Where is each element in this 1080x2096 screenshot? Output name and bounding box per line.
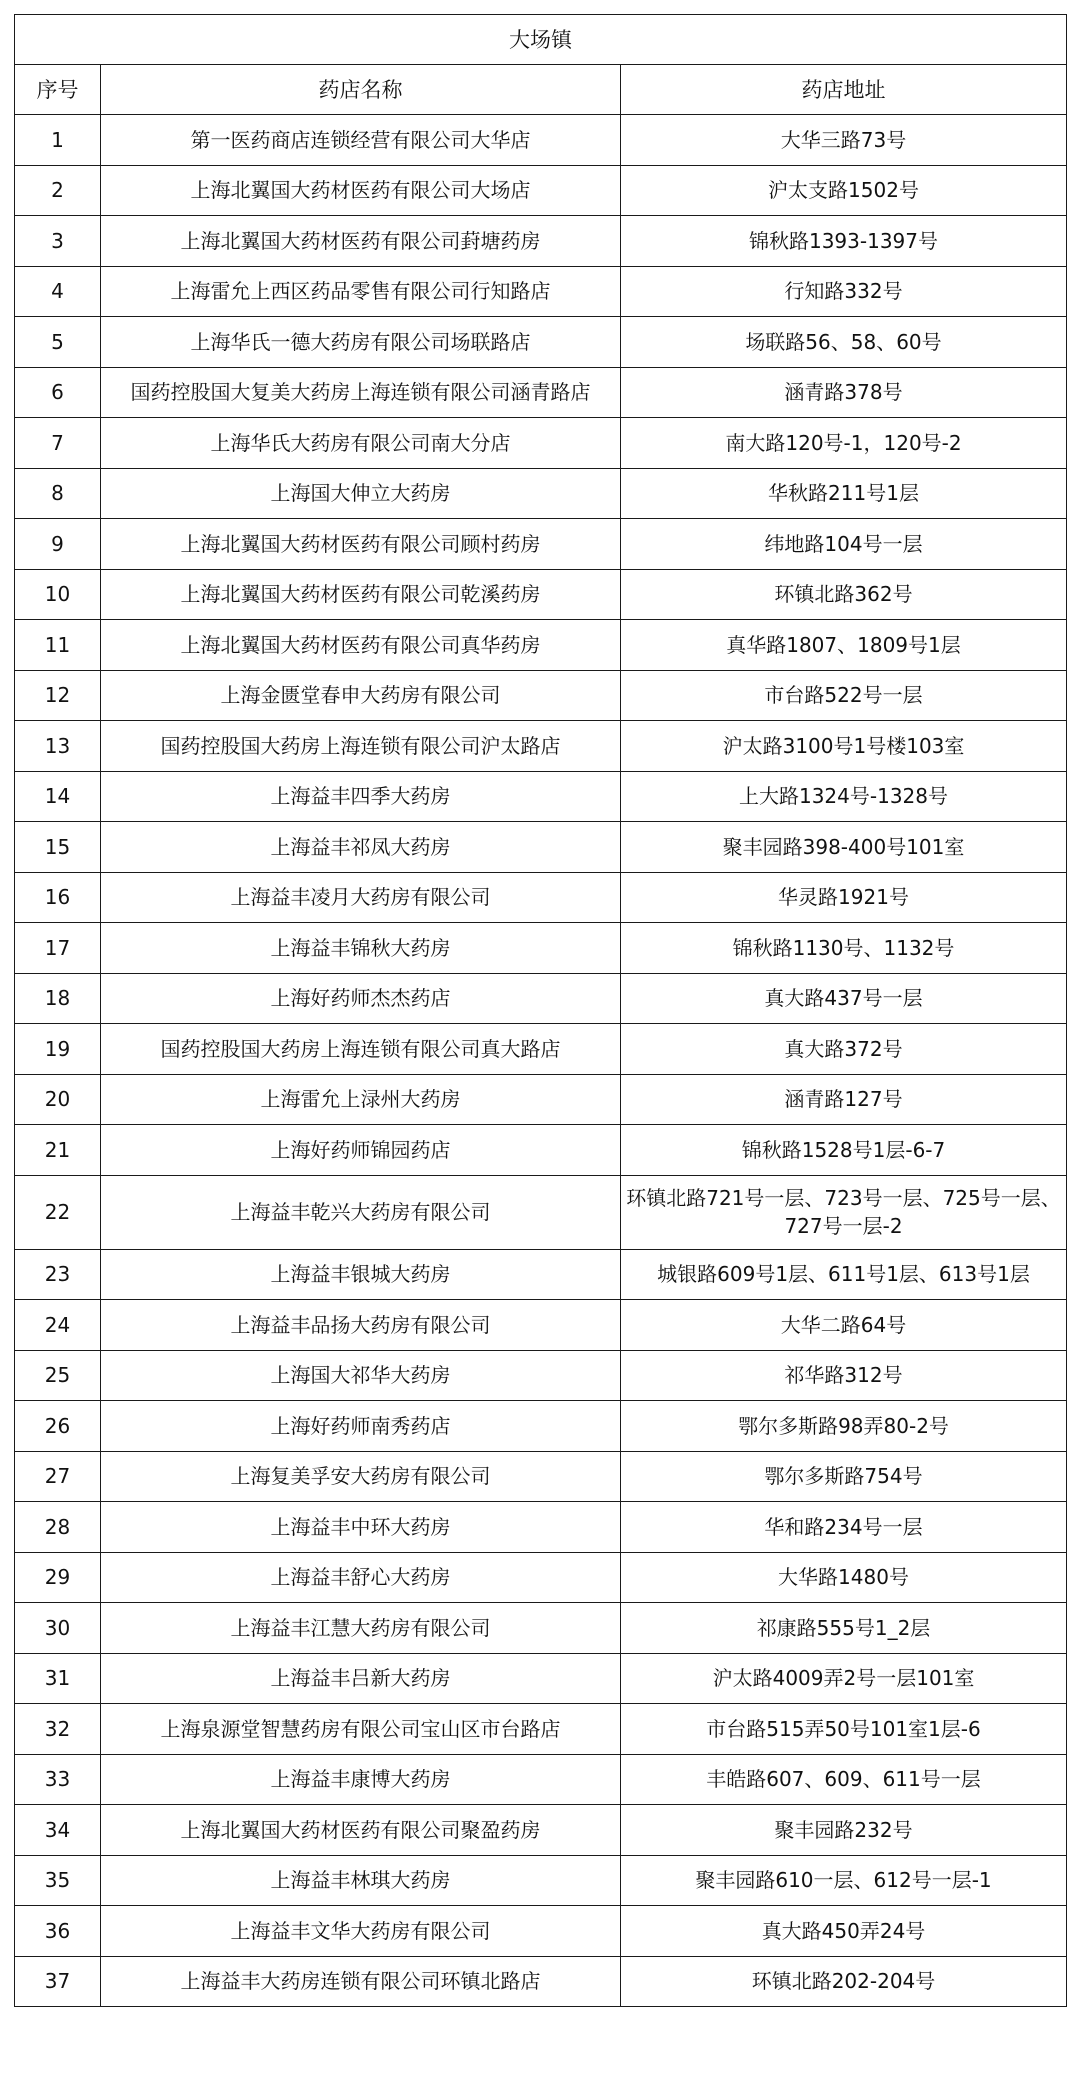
table-row: [15, 771, 1067, 822]
pharmacy-address: 真大路450弄24号: [621, 1906, 1067, 1957]
row-number: 27: [15, 1451, 101, 1502]
row-number: 28: [15, 1502, 101, 1553]
table-row: [15, 1300, 1067, 1351]
row-number: 23: [15, 1249, 101, 1300]
pharmacy-name: 上海益丰锦秋大药房: [101, 923, 621, 974]
table-row: [15, 1906, 1067, 1957]
pharmacy-name: 国药控股国大药房上海连锁有限公司真大路店: [101, 1024, 621, 1075]
pharmacy-name: 上海北翼国大药材医药有限公司顾村药房: [101, 519, 621, 570]
table-row: [15, 1249, 1067, 1300]
pharmacy-name: 上海益丰文华大药房有限公司: [101, 1906, 621, 1957]
row-number: 35: [15, 1855, 101, 1906]
table-row: [15, 367, 1067, 418]
table-row: [15, 1704, 1067, 1755]
pharmacy-address: 锦秋路1393-1397号: [621, 216, 1067, 267]
row-number: 8: [15, 468, 101, 519]
pharmacy-name: 上海北翼国大药材医药有限公司真华药房: [101, 620, 621, 671]
pharmacy-name: 上海益丰江慧大药房有限公司: [101, 1603, 621, 1654]
pharmacy-address: 华和路234号一层: [621, 1502, 1067, 1553]
pharmacy-address: 真大路372号: [621, 1024, 1067, 1075]
pharmacy-address: 聚丰园路232号: [621, 1805, 1067, 1856]
pharmacy-name: 上海北翼国大药材医药有限公司乾溪药房: [101, 569, 621, 620]
pharmacy-address: 锦秋路1130号、1132号: [621, 923, 1067, 974]
pharmacy-name: 上海雷允上渌州大药房: [101, 1074, 621, 1125]
pharmacy-name: 上海泉源堂智慧药房有限公司宝山区市台路店: [101, 1704, 621, 1755]
row-number: 7: [15, 418, 101, 469]
pharmacy-address: 环镇北路202-204号: [621, 1956, 1067, 2007]
pharmacy-name: 上海华氏大药房有限公司南大分店: [101, 418, 621, 469]
pharmacy-name: 上海益丰四季大药房: [101, 771, 621, 822]
pharmacy-list-sheet: [14, 14, 1066, 2007]
table-row: [15, 418, 1067, 469]
pharmacy-address: 大华二路64号: [621, 1300, 1067, 1351]
table-row: [15, 1855, 1067, 1906]
header-address: 药店地址: [621, 65, 1067, 115]
pharmacy-address: 鄂尔多斯路98弄80-2号: [621, 1401, 1067, 1452]
table-row: [15, 822, 1067, 873]
table-row: [15, 1754, 1067, 1805]
pharmacy-address: 真华路1807、1809号1层: [621, 620, 1067, 671]
table-title-row: [15, 15, 1067, 65]
row-number: 15: [15, 822, 101, 873]
header-no: 序号: [15, 65, 101, 115]
table-row: [15, 721, 1067, 772]
row-number: 26: [15, 1401, 101, 1452]
row-number: 31: [15, 1653, 101, 1704]
pharmacy-address: 祁华路312号: [621, 1350, 1067, 1401]
table-row: [15, 468, 1067, 519]
pharmacy-name: 上海雷允上西区药品零售有限公司行知路店: [101, 266, 621, 317]
table-row: [15, 973, 1067, 1024]
pharmacy-address: 沪太路4009弄2号一层101室: [621, 1653, 1067, 1704]
row-number: 30: [15, 1603, 101, 1654]
pharmacy-name: 上海益丰凌月大药房有限公司: [101, 872, 621, 923]
pharmacy-address: 行知路332号: [621, 266, 1067, 317]
row-number: 5: [15, 317, 101, 368]
pharmacy-table: [14, 14, 1067, 2007]
table-row: [15, 1956, 1067, 2007]
pharmacy-name: 国药控股国大药房上海连锁有限公司沪太路店: [101, 721, 621, 772]
pharmacy-address: 涵青路378号: [621, 367, 1067, 418]
row-number: 19: [15, 1024, 101, 1075]
table-row: [15, 519, 1067, 570]
pharmacy-address: 华秋路211号1层: [621, 468, 1067, 519]
row-number: 22: [15, 1175, 101, 1249]
pharmacy-address: 环镇北路721号一层、723号一层、725号一层、727号一层-2: [621, 1175, 1067, 1249]
row-number: 1: [15, 115, 101, 166]
table-row: [15, 1074, 1067, 1125]
pharmacy-name: 上海北翼国大药材医药有限公司聚盈药房: [101, 1805, 621, 1856]
pharmacy-name: 上海益丰吕新大药房: [101, 1653, 621, 1704]
pharmacy-name: 上海益丰大药房连锁有限公司环镇北路店: [101, 1956, 621, 2007]
pharmacy-address: 鄂尔多斯路754号: [621, 1451, 1067, 1502]
table-row: [15, 569, 1067, 620]
pharmacy-address: 市台路515弄50号101室1层-6: [621, 1704, 1067, 1755]
pharmacy-name: 第一医药商店连锁经营有限公司大华店: [101, 115, 621, 166]
pharmacy-name: 上海好药师杰杰药店: [101, 973, 621, 1024]
row-number: 6: [15, 367, 101, 418]
table-header-row: [15, 65, 1067, 115]
pharmacy-address: 真大路437号一层: [621, 973, 1067, 1024]
row-number: 34: [15, 1805, 101, 1856]
table-title: 大场镇: [15, 15, 1067, 65]
table-row: [15, 923, 1067, 974]
pharmacy-address: 聚丰园路610一层、612号一层-1: [621, 1855, 1067, 1906]
pharmacy-address: 华灵路1921号: [621, 872, 1067, 923]
row-number: 3: [15, 216, 101, 267]
table-row: [15, 1805, 1067, 1856]
row-number: 12: [15, 670, 101, 721]
pharmacy-name: 上海好药师南秀药店: [101, 1401, 621, 1452]
pharmacy-address: 场联路56、58、60号: [621, 317, 1067, 368]
pharmacy-address: 聚丰园路398-400号101室: [621, 822, 1067, 873]
pharmacy-address: 祁康路555号1_2层: [621, 1603, 1067, 1654]
pharmacy-name: 上海北翼国大药材医药有限公司大场店: [101, 165, 621, 216]
row-number: 20: [15, 1074, 101, 1125]
pharmacy-address: 上大路1324号-1328号: [621, 771, 1067, 822]
header-name: 药店名称: [101, 65, 621, 115]
row-number: 4: [15, 266, 101, 317]
row-number: 29: [15, 1552, 101, 1603]
table-row: [15, 1451, 1067, 1502]
pharmacy-name: 上海国大伸立大药房: [101, 468, 621, 519]
row-number: 21: [15, 1125, 101, 1176]
pharmacy-address: 南大路120号-1，120号-2: [621, 418, 1067, 469]
row-number: 36: [15, 1906, 101, 1957]
row-number: 13: [15, 721, 101, 772]
table-row: [15, 165, 1067, 216]
pharmacy-name: 上海益丰舒心大药房: [101, 1552, 621, 1603]
row-number: 24: [15, 1300, 101, 1351]
pharmacy-name: 上海益丰乾兴大药房有限公司: [101, 1175, 621, 1249]
table-row: [15, 317, 1067, 368]
table-row: [15, 1552, 1067, 1603]
pharmacy-name: 上海金匮堂春申大药房有限公司: [101, 670, 621, 721]
row-number: 18: [15, 973, 101, 1024]
table-row: [15, 115, 1067, 166]
row-number: 37: [15, 1956, 101, 2007]
table-row: [15, 1175, 1067, 1249]
table-row: [15, 1125, 1067, 1176]
row-number: 2: [15, 165, 101, 216]
pharmacy-name: 上海益丰品扬大药房有限公司: [101, 1300, 621, 1351]
row-number: 14: [15, 771, 101, 822]
pharmacy-address: 沪太支路1502号: [621, 165, 1067, 216]
pharmacy-address: 市台路522号一层: [621, 670, 1067, 721]
pharmacy-name: 上海北翼国大药材医药有限公司葑塘药房: [101, 216, 621, 267]
pharmacy-name: 上海益丰林琪大药房: [101, 1855, 621, 1906]
pharmacy-name: 上海益丰中环大药房: [101, 1502, 621, 1553]
pharmacy-name: 国药控股国大复美大药房上海连锁有限公司涵青路店: [101, 367, 621, 418]
pharmacy-address: 环镇北路362号: [621, 569, 1067, 620]
row-number: 25: [15, 1350, 101, 1401]
pharmacy-name: 上海益丰康博大药房: [101, 1754, 621, 1805]
pharmacy-name: 上海益丰银城大药房: [101, 1249, 621, 1300]
table-row: [15, 1603, 1067, 1654]
table-row: [15, 216, 1067, 267]
pharmacy-address: 城银路609号1层、611号1层、613号1层: [621, 1249, 1067, 1300]
table-row: [15, 670, 1067, 721]
table-row: [15, 1350, 1067, 1401]
row-number: 33: [15, 1754, 101, 1805]
pharmacy-address: 纬地路104号一层: [621, 519, 1067, 570]
row-number: 17: [15, 923, 101, 974]
pharmacy-address: 丰皓路607、609、611号一层: [621, 1754, 1067, 1805]
row-number: 10: [15, 569, 101, 620]
pharmacy-name: 上海国大祁华大药房: [101, 1350, 621, 1401]
pharmacy-address: 涵青路127号: [621, 1074, 1067, 1125]
row-number: 16: [15, 872, 101, 923]
table-row: [15, 1024, 1067, 1075]
table-row: [15, 266, 1067, 317]
table-row: [15, 872, 1067, 923]
table-body: [15, 115, 1067, 2007]
row-number: 9: [15, 519, 101, 570]
pharmacy-name: 上海好药师锦园药店: [101, 1125, 621, 1176]
pharmacy-name: 上海华氏一德大药房有限公司场联路店: [101, 317, 621, 368]
pharmacy-name: 上海复美孚安大药房有限公司: [101, 1451, 621, 1502]
table-row: [15, 1502, 1067, 1553]
table-row: [15, 1401, 1067, 1452]
table-row: [15, 620, 1067, 671]
pharmacy-address: 大华路1480号: [621, 1552, 1067, 1603]
row-number: 11: [15, 620, 101, 671]
pharmacy-address: 大华三路73号: [621, 115, 1067, 166]
pharmacy-address: 沪太路3100号1号楼103室: [621, 721, 1067, 772]
row-number: 32: [15, 1704, 101, 1755]
pharmacy-address: 锦秋路1528号1层-6-7: [621, 1125, 1067, 1176]
pharmacy-name: 上海益丰祁凤大药房: [101, 822, 621, 873]
table-row: [15, 1653, 1067, 1704]
